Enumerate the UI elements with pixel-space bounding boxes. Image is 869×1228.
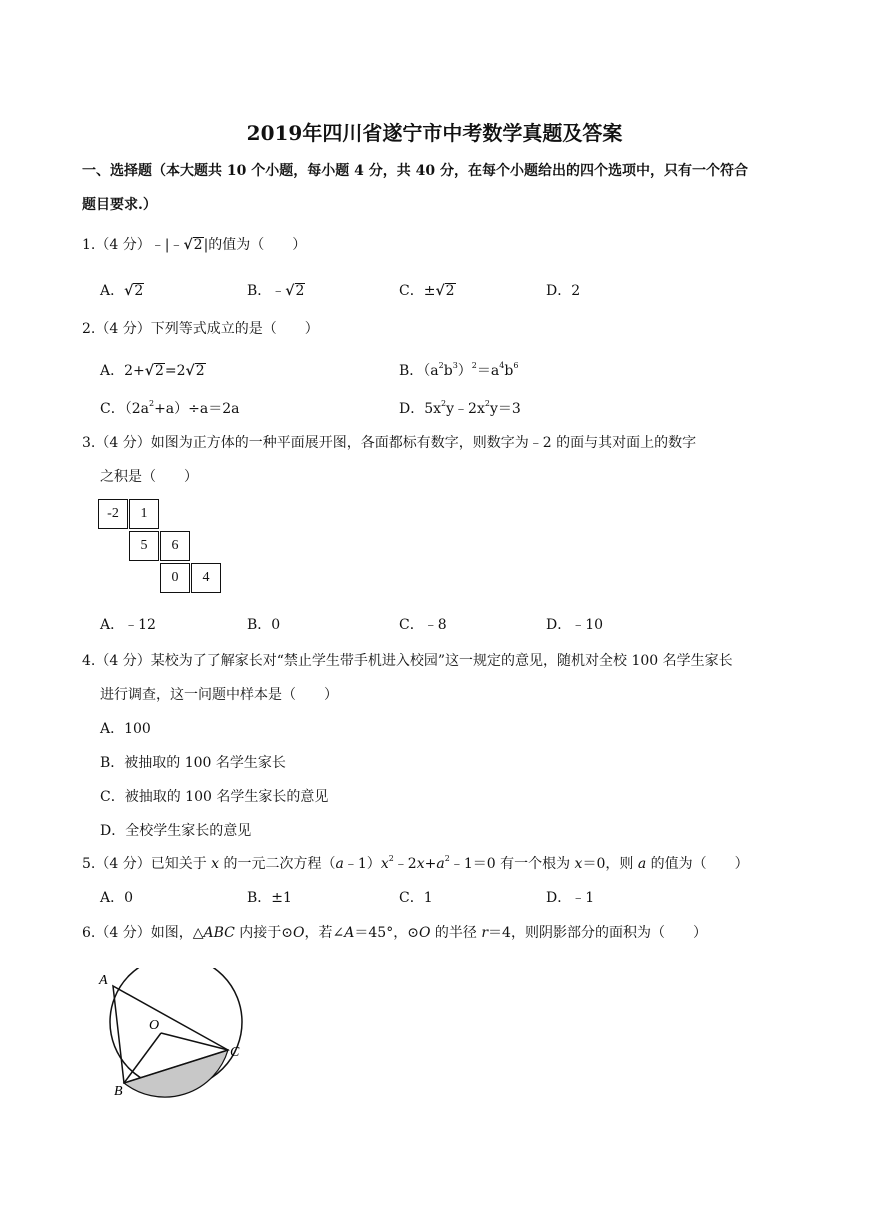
q4-option-a: A．100 — [100, 721, 151, 737]
page-title: 2019年四川省遂宁市中考数学真题及答案 — [246, 121, 623, 145]
net-cell: 5 — [129, 531, 159, 561]
q4-option-d: D．全校学生家长的意见 — [100, 823, 252, 839]
label-c: C — [230, 1045, 240, 1060]
section-header-line2: 题目要求.） — [82, 197, 157, 213]
q1-radicand: 2 — [193, 237, 203, 253]
q1-option-d: D．2 — [546, 283, 581, 299]
q5-option-b: B．±1 — [247, 890, 292, 906]
q5-option-d: D．﹣1 — [546, 890, 595, 906]
q3-stem-line1: 3.（4 分）如图为正方体的一种平面展开图，各面都标有数字，则数字为﹣2 的面与其对面上的数字 — [82, 435, 697, 451]
circle-triangle-figure — [93, 968, 253, 1098]
label-a: A — [99, 973, 108, 988]
net-cell: 1 — [129, 499, 159, 529]
q3-option-c: C．﹣8 — [399, 617, 447, 633]
q5-option-a: A．0 — [100, 890, 134, 906]
q2-option-c: C．$(2a^2+a)\div a=2a$ — [100, 399, 240, 417]
radius-oc — [161, 1033, 228, 1050]
q4-stem-line1: 4.（4 分）某校为了了解家长对“禁止学生带手机进入校园”这一规定的意见，随机对全校 100 名学生家长 — [82, 653, 733, 669]
q4-option-b: B．被抽取的 100 名学生家长 — [100, 755, 286, 771]
q2-option-a: A．2+√2=2√2 — [100, 363, 205, 379]
shaded-segment — [124, 1050, 228, 1097]
q4-option-c: C．被抽取的 100 名学生家长的意见 — [100, 789, 329, 805]
q3-stem-line2: 之积是（ ） — [100, 469, 198, 485]
q1-stem: 1.（4 分）﹣|﹣√2|的值为（ ） — [82, 237, 307, 253]
net-cell: 6 — [160, 531, 190, 561]
net-cell: 4 — [191, 563, 221, 593]
q5-option-c: C．1 — [399, 890, 433, 906]
q2-stem: 2.（4 分）下列等式成立的是（ ） — [82, 321, 319, 337]
label-o: O — [149, 1018, 160, 1033]
q1-option-b: B．﹣√2 — [247, 283, 305, 299]
net-cell: 0 — [160, 563, 190, 593]
q3-option-d: D．﹣10 — [546, 617, 604, 633]
q1-option-c: C．±√2 — [399, 283, 455, 299]
net-cell: -2 — [98, 499, 128, 529]
label-b: B — [114, 1084, 123, 1098]
q2-option-b: B．$(a^2b^3)^2=a^4b^6$ — [399, 361, 519, 379]
q3-option-a: A．﹣12 — [100, 617, 156, 633]
q5-stem: 5.（4 分）已知关于 x 的一元二次方程$(a﹣1)x^2﹣2x+a^2﹣1=0$ 有一个根为 x＝0，则 a 的值为（ ） — [82, 854, 749, 872]
q1-option-a: A．√2 — [100, 283, 144, 299]
q6-stem: 6.（4 分）如图，△ABC 内接于⊙O，若∠A＝45°，⊙O 的半径 r＝4，则阴影部分的面积为（ ） — [82, 925, 707, 941]
q4-stem-line2: 进行调查，这一问题中样本是（ ） — [100, 687, 338, 703]
q3-option-b: B．0 — [247, 617, 281, 633]
q2-option-d: D．$5x^2y﹣2x^2y=3$ — [399, 399, 521, 417]
section-header-line1: 一、选择题（本大题共 10 个小题，每小题 4 分，共 40 分，在每个小题给出的四个选项中，只有一个符合 — [82, 163, 748, 179]
